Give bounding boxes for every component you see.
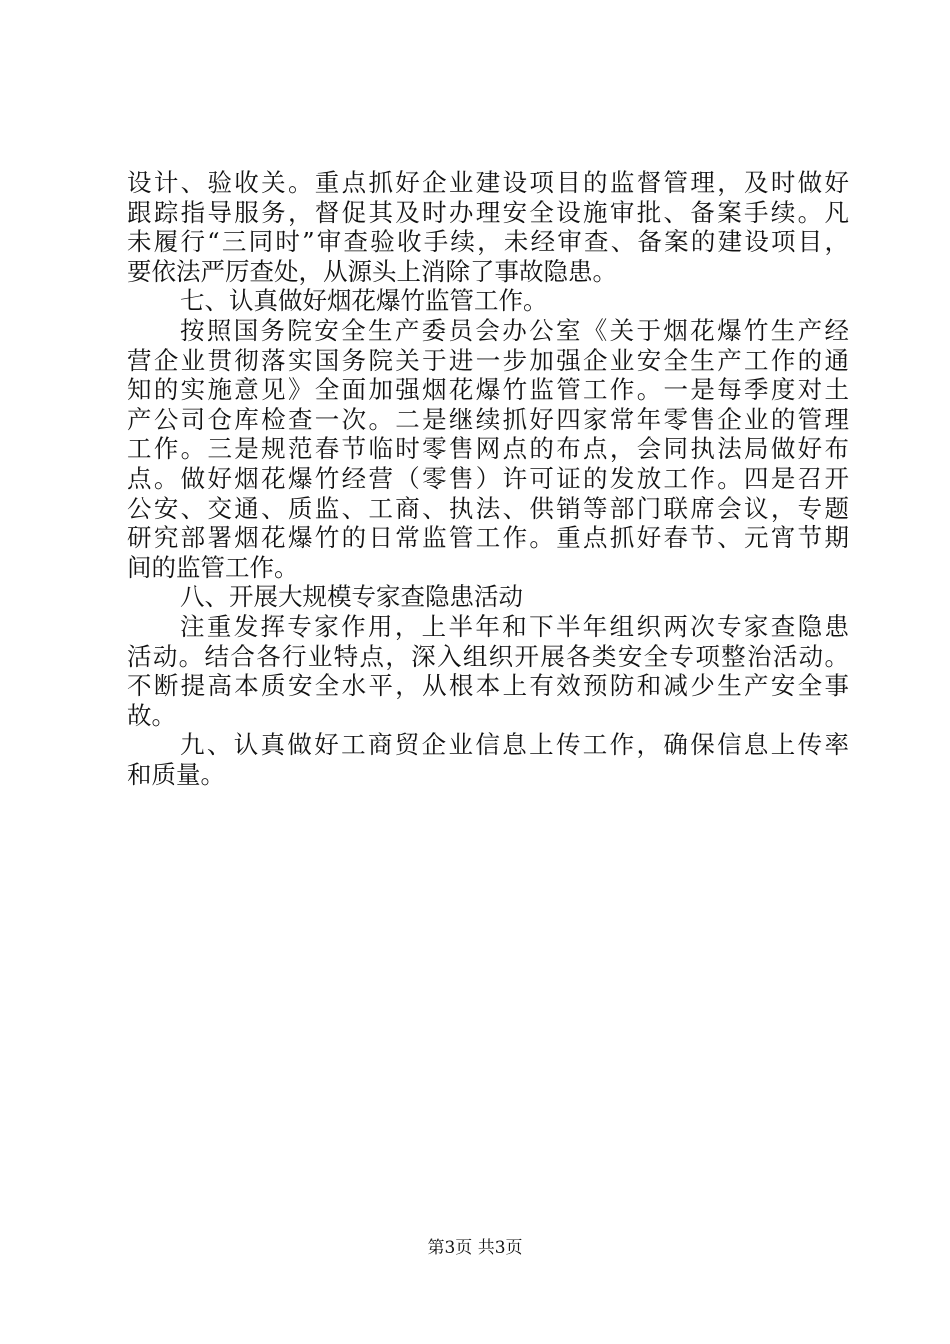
section-heading-7: 七、认真做好烟花爆竹监管工作。: [180, 286, 548, 316]
text-line: 跟踪指导服务，督促其及时办理安全设施审批、备案手续。凡: [127, 197, 849, 227]
text-line: 和质量。: [127, 759, 225, 789]
document-body: [127, 168, 849, 789]
section-heading-8: 八、开展大规模专家查隐患活动: [180, 582, 523, 612]
text-line: 未履行“三同时”审查验收手续，未经审查、备案的建设项目，: [127, 227, 849, 257]
page-number-footer: 第3页 共3页: [427, 1238, 523, 1258]
text-line: 设计、验收关。重点抓好企业建设项目的监督管理，及时做好: [127, 168, 849, 197]
text-line: 公安、交通、质监、工商、执法、供销等部门联席会议，专题: [127, 493, 849, 523]
text-line: 要依法严厉查处，从源头上消除了事故隐患。: [127, 256, 617, 286]
text-line: 营企业贯彻落实国务院关于进一步加强企业安全生产工作的通: [127, 345, 849, 375]
text-line: 不断提高本质安全水平，从根本上有效预防和减少生产安全事: [127, 671, 849, 701]
text-line: 活动。结合各行业特点，深入组织开展各类安全专项整治活动。: [127, 641, 849, 671]
text-line: 工作。三是规范春节临时零售网点的布点，会同执法局做好布: [127, 434, 849, 464]
section-heading-9: 九、认真做好工商贸企业信息上传工作，确保信息上传率: [180, 730, 849, 760]
text-line: 知的实施意见》全面加强烟花爆竹监管工作。一是每季度对土: [127, 375, 849, 405]
text-line: 间的监管工作。: [127, 552, 299, 582]
text-line: 注重发挥专家作用，上半年和下半年组织两次专家查隐患: [180, 611, 849, 641]
text-line: 按照国务院安全生产委员会办公室《关于烟花爆竹生产经: [180, 315, 849, 345]
text-line: 故。: [127, 700, 176, 730]
text-line: 研究部署烟花爆竹的日常监管工作。重点抓好春节、元宵节期: [127, 523, 849, 553]
text-line: 点。做好烟花爆竹经营（零售）许可证的发放工作。四是召开: [127, 463, 849, 493]
text-line: 产公司仓库检查一次。二是继续抓好四家常年零售企业的管理: [127, 404, 849, 434]
